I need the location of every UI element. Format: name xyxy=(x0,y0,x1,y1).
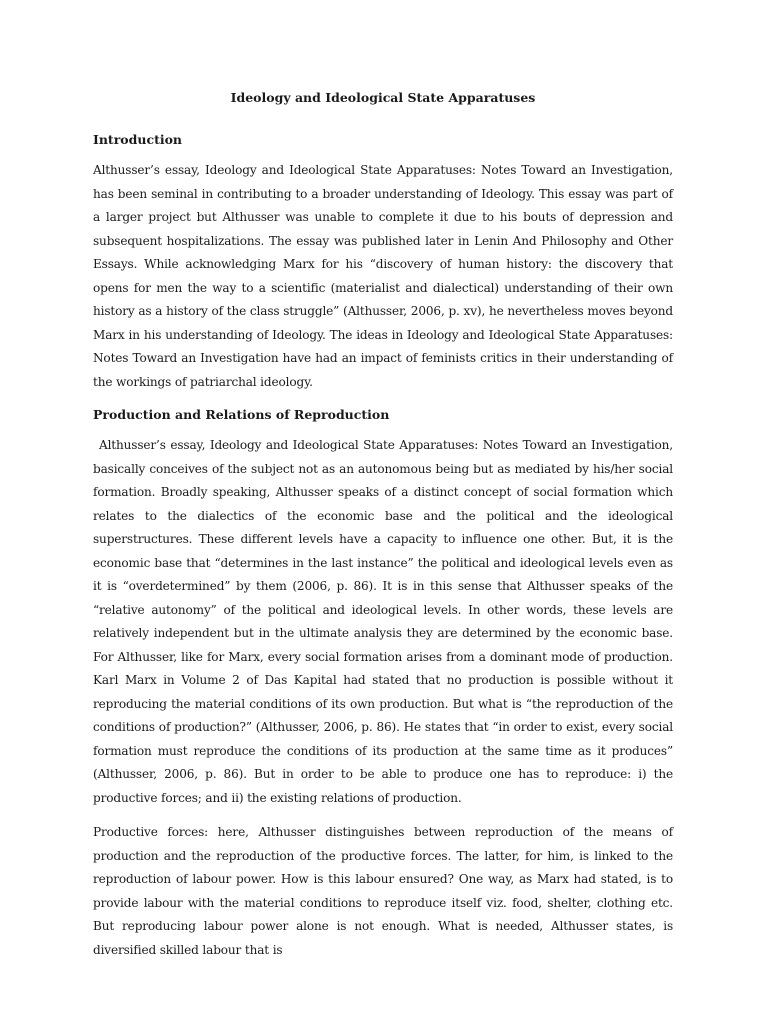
paragraph-introduction: Althusser’s essay, Ideology and Ideological State Apparatuses: Notes Toward an Investigation, has been seminal in contributing to a broader understanding of Ideology. This essay was part of a larger project but Althusser was unable to complete it due to his bouts of depression and subsequent hospitalizations. The essay was published later in Lenin And Philosophy and Other Essays. While acknowledging Marx for his “discovery of human history: the discovery that opens for men the way to a scientific (materialist and dialectical) understanding of their own history as a history of the class struggle” (Althusser, 2006, p. xv), he nevertheless moves beyond Marx in his understanding of Ideology. The ideas in Ideology and Ideological State Apparatuses: Notes Toward an Investigation have had an impact of feminists critics in their understanding of the workings of patriarchal ideology. xyxy=(93,163,673,389)
section-heading-production: Production and Relations of Reproduction xyxy=(93,407,390,422)
paragraph-production-2: Productive forces: here, Althusser distinguishes between reproduction of the means of production and the reproduction of the productive forces. The latter, for him, is linked to the reproduction of labour power. How is this labour ensured? One way, as Marx had stated, is to provide labour with the material conditions to reproduce itself viz. food, shelter, clothing etc. But reproducing labour power alone is not enough. What is needed, Althusser states, is diversified skilled labour that is xyxy=(93,825,673,957)
section-heading-introduction: Introduction xyxy=(93,132,183,147)
document-title: Ideology and Ideological State Apparatuses xyxy=(230,90,536,105)
document-page xyxy=(93,88,673,973)
paragraph-production-1: Althusser’s essay, Ideology and Ideological State Apparatuses: Notes Toward an Investigation, basically conceives of the subject not as an autonomous being but as mediated by his/her social formation. Broadly speaking, Althusser speaks of a distinct concept of social formation which relates to the dialectics of the economic base and the political and the ideological superstructures. These different levels have a capacity to influence one other. But, it is the economic base that “determines in the last instance” the political and ideological levels even as it is “overdetermined” by them (2006, p. 86). It is in this sense that Althusser speaks of the “relative autonomy” of the political and ideological levels. In other words, these levels are relatively independent but in the ultimate analysis they are determined by the economic base. For Althusser, like for Marx, every social formation arises from a dominant mode of production. Karl Marx in Volume 2 of Das Kapital had stated that no production is possible without it reproducing the material conditions of its own production. But what is “the reproduction of the conditions of production?” (Althusser, 2006, p. 86). He states that “in order to exist, every social formation must reproduce the conditions of its production at the same time as it produces” (Althusser, 2006, p. 86). But in order to be able to produce one has to reproduce: i) the productive forces; and ii) the existing relations of production. xyxy=(93,438,673,805)
